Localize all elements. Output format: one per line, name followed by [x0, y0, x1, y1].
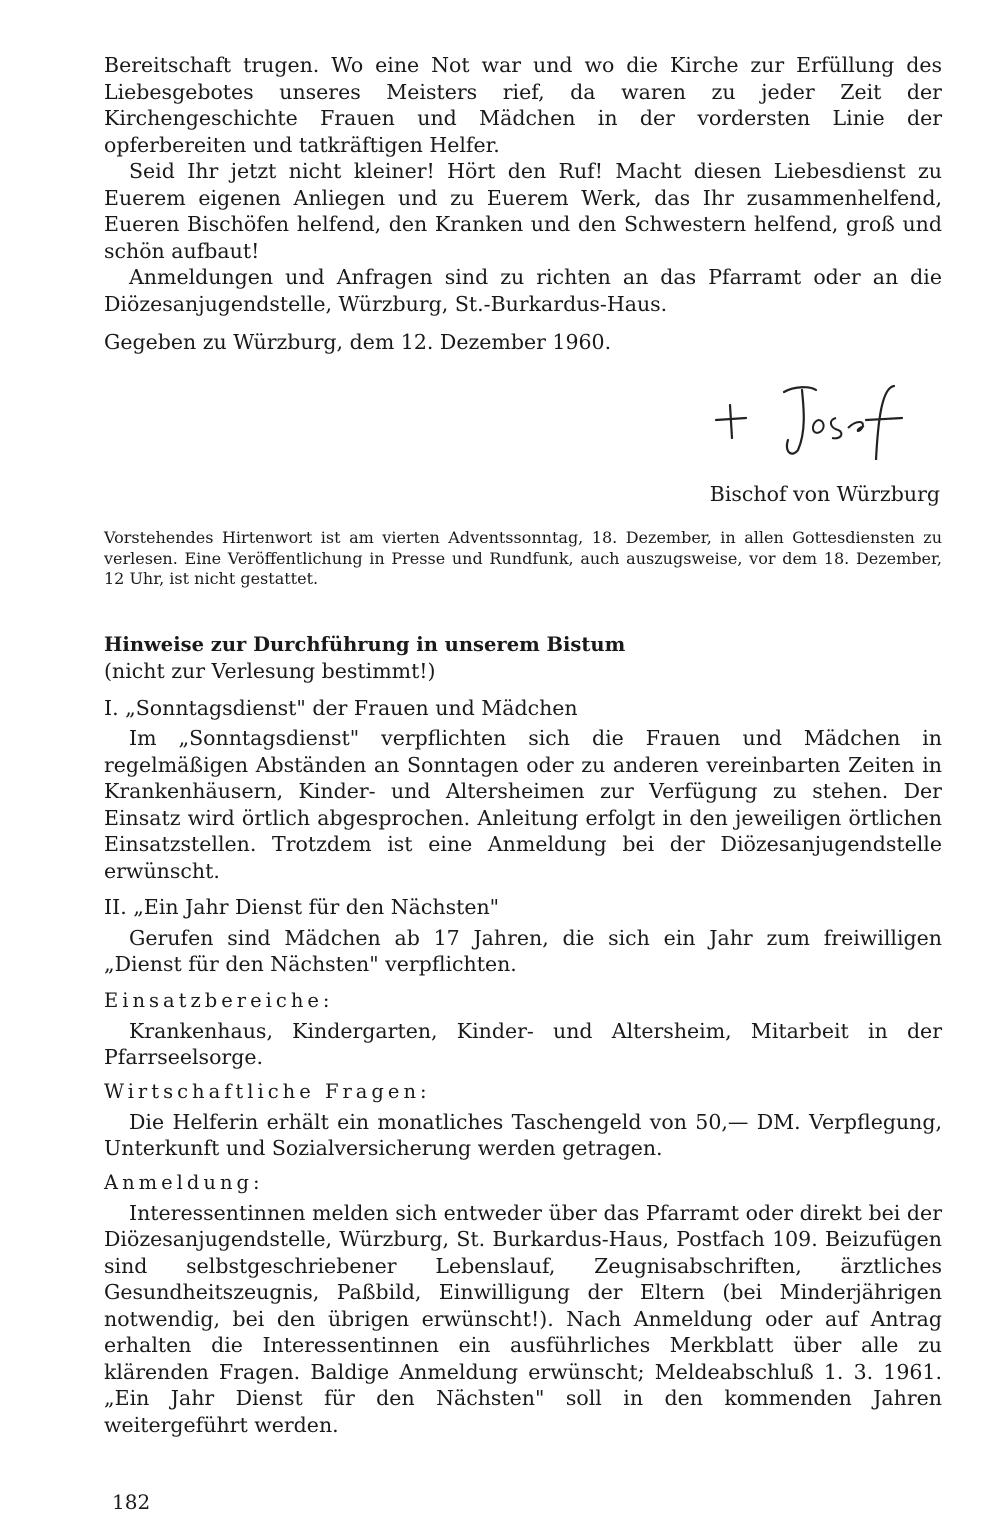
part-2-text: Gerufen sind Mädchen ab 17 Jahren, die sich ein Jahr zum freiwilligen „Dienst für den Nächsten" verpflichten.	[104, 925, 942, 976]
wirtschaftliche-fragen-text: Die Helferin erhält ein monatliches Taschengeld von 50,— DM. Verpflegung, Unterkunft und Sozialversicherung werden getragen.	[104, 1109, 942, 1160]
einsatzbereiche-text: Krankenhaus, Kindergarten, Kinder- und Altersheim, Mitarbeit in der Pfarrseelsorge.	[104, 1018, 942, 1069]
paragraph-1: Bereitschaft trugen. Wo eine Not war und wo die Kirche zur Erfüllung des Liebesgebotes unseres Meisters rief, da waren zu jeder Zeit der Kirchengeschichte Frauen und Mädchen in der vordersten Linie der opferbereiten und tatkräftigen Helfer.	[104, 53, 942, 157]
einsatzbereiche-label: Einsatzbereiche:	[104, 988, 334, 1012]
part-1-title: I. „Sonntagsdienst" der Frauen und Mädchen	[104, 695, 578, 720]
note-text: Vorstehendes Hirtenwort ist am vierten Adventssonntag, 18. Dezember, in allen Gottesdiensten zu verlesen. Eine Veröffentlichung in Presse und Rundfunk, auch auszugsweise, vor dem 18. Dezember, 12 Uhr, ist nicht gestattet.	[104, 528, 942, 588]
paragraph-3: Anmeldungen und Anfragen sind zu richten an das Pfarramt oder an die Diözesanjugendstelle, Würzburg, St.-Burkardus-Haus.	[104, 265, 942, 316]
paragraph-2: Seid Ihr jetzt nicht kleiner! Hört den Ruf! Macht diesen Liebesdienst zu Euerem eigenen Anliegen und zu Euerem Werk, das Ihr zusammenhelfend, Eueren Bischöfen helfend, den Kranken und den Schwestern helfend, groß und schön aufbaut!	[104, 159, 942, 263]
bishop-signature	[706, 380, 906, 460]
signature-title: Bischof von Würzburg	[709, 482, 940, 506]
reading-note	[104, 528, 942, 590]
section-heading: Hinweise zur Durchführung in unserem Bistum	[104, 633, 626, 656]
wirtschaftliche-fragen-label: Wirtschaftliche Fragen:	[104, 1079, 431, 1103]
page-number: 182	[112, 1490, 151, 1514]
part-2-title: II. „Ein Jahr Dienst für den Nächsten"	[104, 895, 500, 919]
anmeldung-label: Anmeldung:	[104, 1170, 264, 1194]
letter-body	[104, 52, 942, 356]
given-date: Gegeben zu Würzburg, dem 12. Dezember 1960.	[104, 330, 612, 354]
hinweise-section	[104, 632, 942, 1438]
section-subheading: (nicht zur Verlesung bestimmt!)	[104, 659, 436, 683]
anmeldung-text: Interessentinnen melden sich entweder über das Pfarramt oder direkt bei der Diözesanjugendstelle, Würzburg, St. Burkardus-Haus, Postfach 109. Beizufügen sind selbstgeschriebener Lebenslauf, Zeugnisabschriften, ärztliches Gesundheitszeugnis, Paßbild, Einwilligung der Eltern (bei Minderjährigen notwendig, bei den übrigen erwünscht!). Nach Anmeldung oder auf Antrag erhalten die Interessentinnen ein ausführliches Merkblatt über alle zu klärenden Fragen. Baldige Anmeldung erwünscht; Meldeabschluß 1. 3. 1961. „Ein Jahr Dienst für den Nächsten" soll in den kommenden Jahren weitergeführt werden.	[104, 1200, 942, 1437]
part-1-text: Im „Sonntagsdienst" verpflichten sich die Frauen und Mädchen in regelmäßigen Abständen an Sonntagen oder zu anderen vereinbarten Zeiten in Krankenhäusern, Kinder- und Altersheimen zur Verfügung zu stehen. Der Einsatz wird örtlich abgesprochen. Anleitung erfolgt in den jeweiligen örtlichen Einsatzstellen. Trotzdem ist eine Anmeldung bei der Diözesanjugendstelle erwünscht.	[104, 726, 942, 883]
